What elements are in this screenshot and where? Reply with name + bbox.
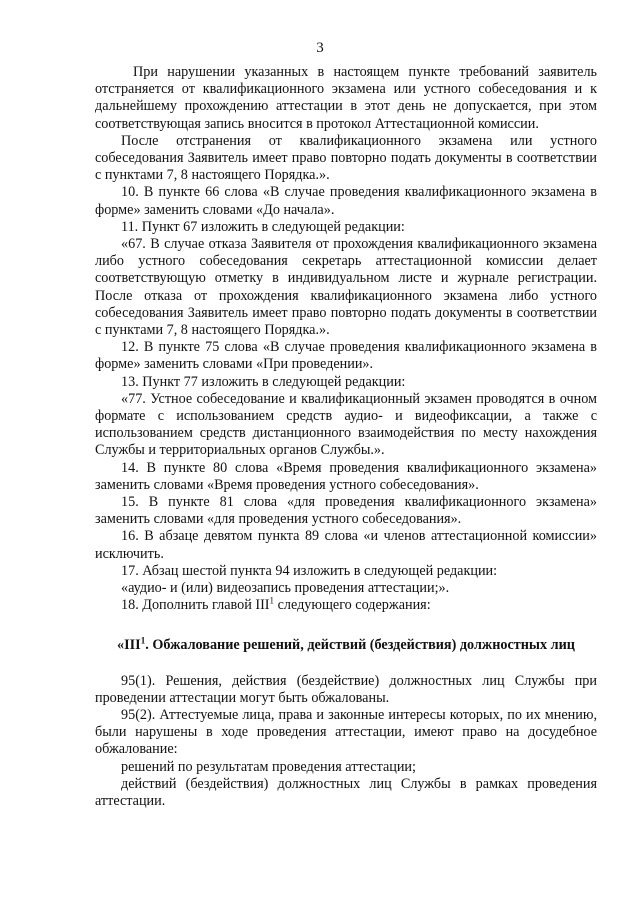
paragraph: 17. Абзац шестой пункта 94 изложить в следующей редакции: [121,562,498,579]
chapter-heading [95,634,597,653]
document-body [95,64,597,810]
paragraph: действий (бездействия) должностных лиц Службы в рамках проведения аттестации. [95,775,597,809]
paragraph: решений по результатам проведения аттестации; [121,758,416,775]
paragraph-18-suffix: следующего содержания: [274,597,431,614]
paragraph: 10. В пункте 66 слова «В случае проведения квалификационного экзамена в форме» заменить словами «До начала». [95,184,597,218]
paragraph: 11. Пункт 67 изложить в следующей редакции: [121,218,405,235]
paragraph: 12. В пункте 75 слова «В случае проведения квалификационного экзамена в форме» заменить словами «При проведении». [95,339,597,373]
page-number: 3 [316,40,324,56]
paragraph: При нарушении указанных в настоящем пункте требований заявитель отстраняется от квалификационного экзамена или устного собеседования и к дальнейшему прохождению аттестации в этот день не допускается, при этом соответствующая запись вносится в протокол Аттестационной комиссии. [95,64,597,132]
paragraph: 15. В пункте 81 слова «для проведения квалификационного экзамена» заменить словами «для проведения устного собеседования». [95,494,597,528]
paragraph-18-text: 18. Дополнить главой III [121,597,270,614]
paragraph: «77. Устное собеседование и квалификационный экзамен проводятся в очном формате с использованием средств аудио- и видеофиксации, а также с использованием средств дистанционного взаимодействия по месту нахождения Службы и территориальных органов Службы.». [95,390,597,459]
paragraph: 95(1). Решения, действия (бездействие) должностных лиц Службы при проведении аттестации могут быть обжалованы. [95,672,597,706]
paragraph: 13. Пункт 77 изложить в следующей редакции: [121,373,406,390]
paragraph: 16. В абзаце девятом пункта 89 слова «и членов аттестационной комиссии» исключить. [95,528,597,562]
paragraph: 14. В пункте 80 слова «Время проведения квалификационного экзамена» заменить словами «Время проведения устного собеседования». [95,459,597,493]
paragraph: 95(2). Аттестуемые лица, права и законные интересы которых, по их мнению, были нарушены в ходе проведения аттестации, имеют право на досудебное обжалование: [95,706,597,758]
heading-prefix: «III [117,636,141,653]
heading-suffix: . Обжалование решений, действий (бездействия) должностных лиц [145,636,575,653]
superscript: 1 [269,595,275,606]
heading-superscript: 1 [140,634,146,645]
paragraph: После отстранения от квалификационного экзамена или устного собеседования Заявитель имеет право повторно подать документы в соответствии с пунктами 7, 8 настоящего Порядка.». [95,132,597,184]
paragraph: «67. В случае отказа Заявителя от прохождения квалификационного экзамена либо устного собеседования секретарь аттестационной комиссии делает соответствующую отметку в индивидуальном листе и журнале регистрации. После отказа от прохождения квалификационного экзамена либо устного собеседования Заявитель имеет право повторно подать документы в соответствии с пунктами 7, 8 настоящего Порядка.». [95,236,597,339]
paragraph: «аудио- и (или) видеозапись проведения аттестации;». [121,580,450,597]
paragraph-18 [95,597,597,614]
